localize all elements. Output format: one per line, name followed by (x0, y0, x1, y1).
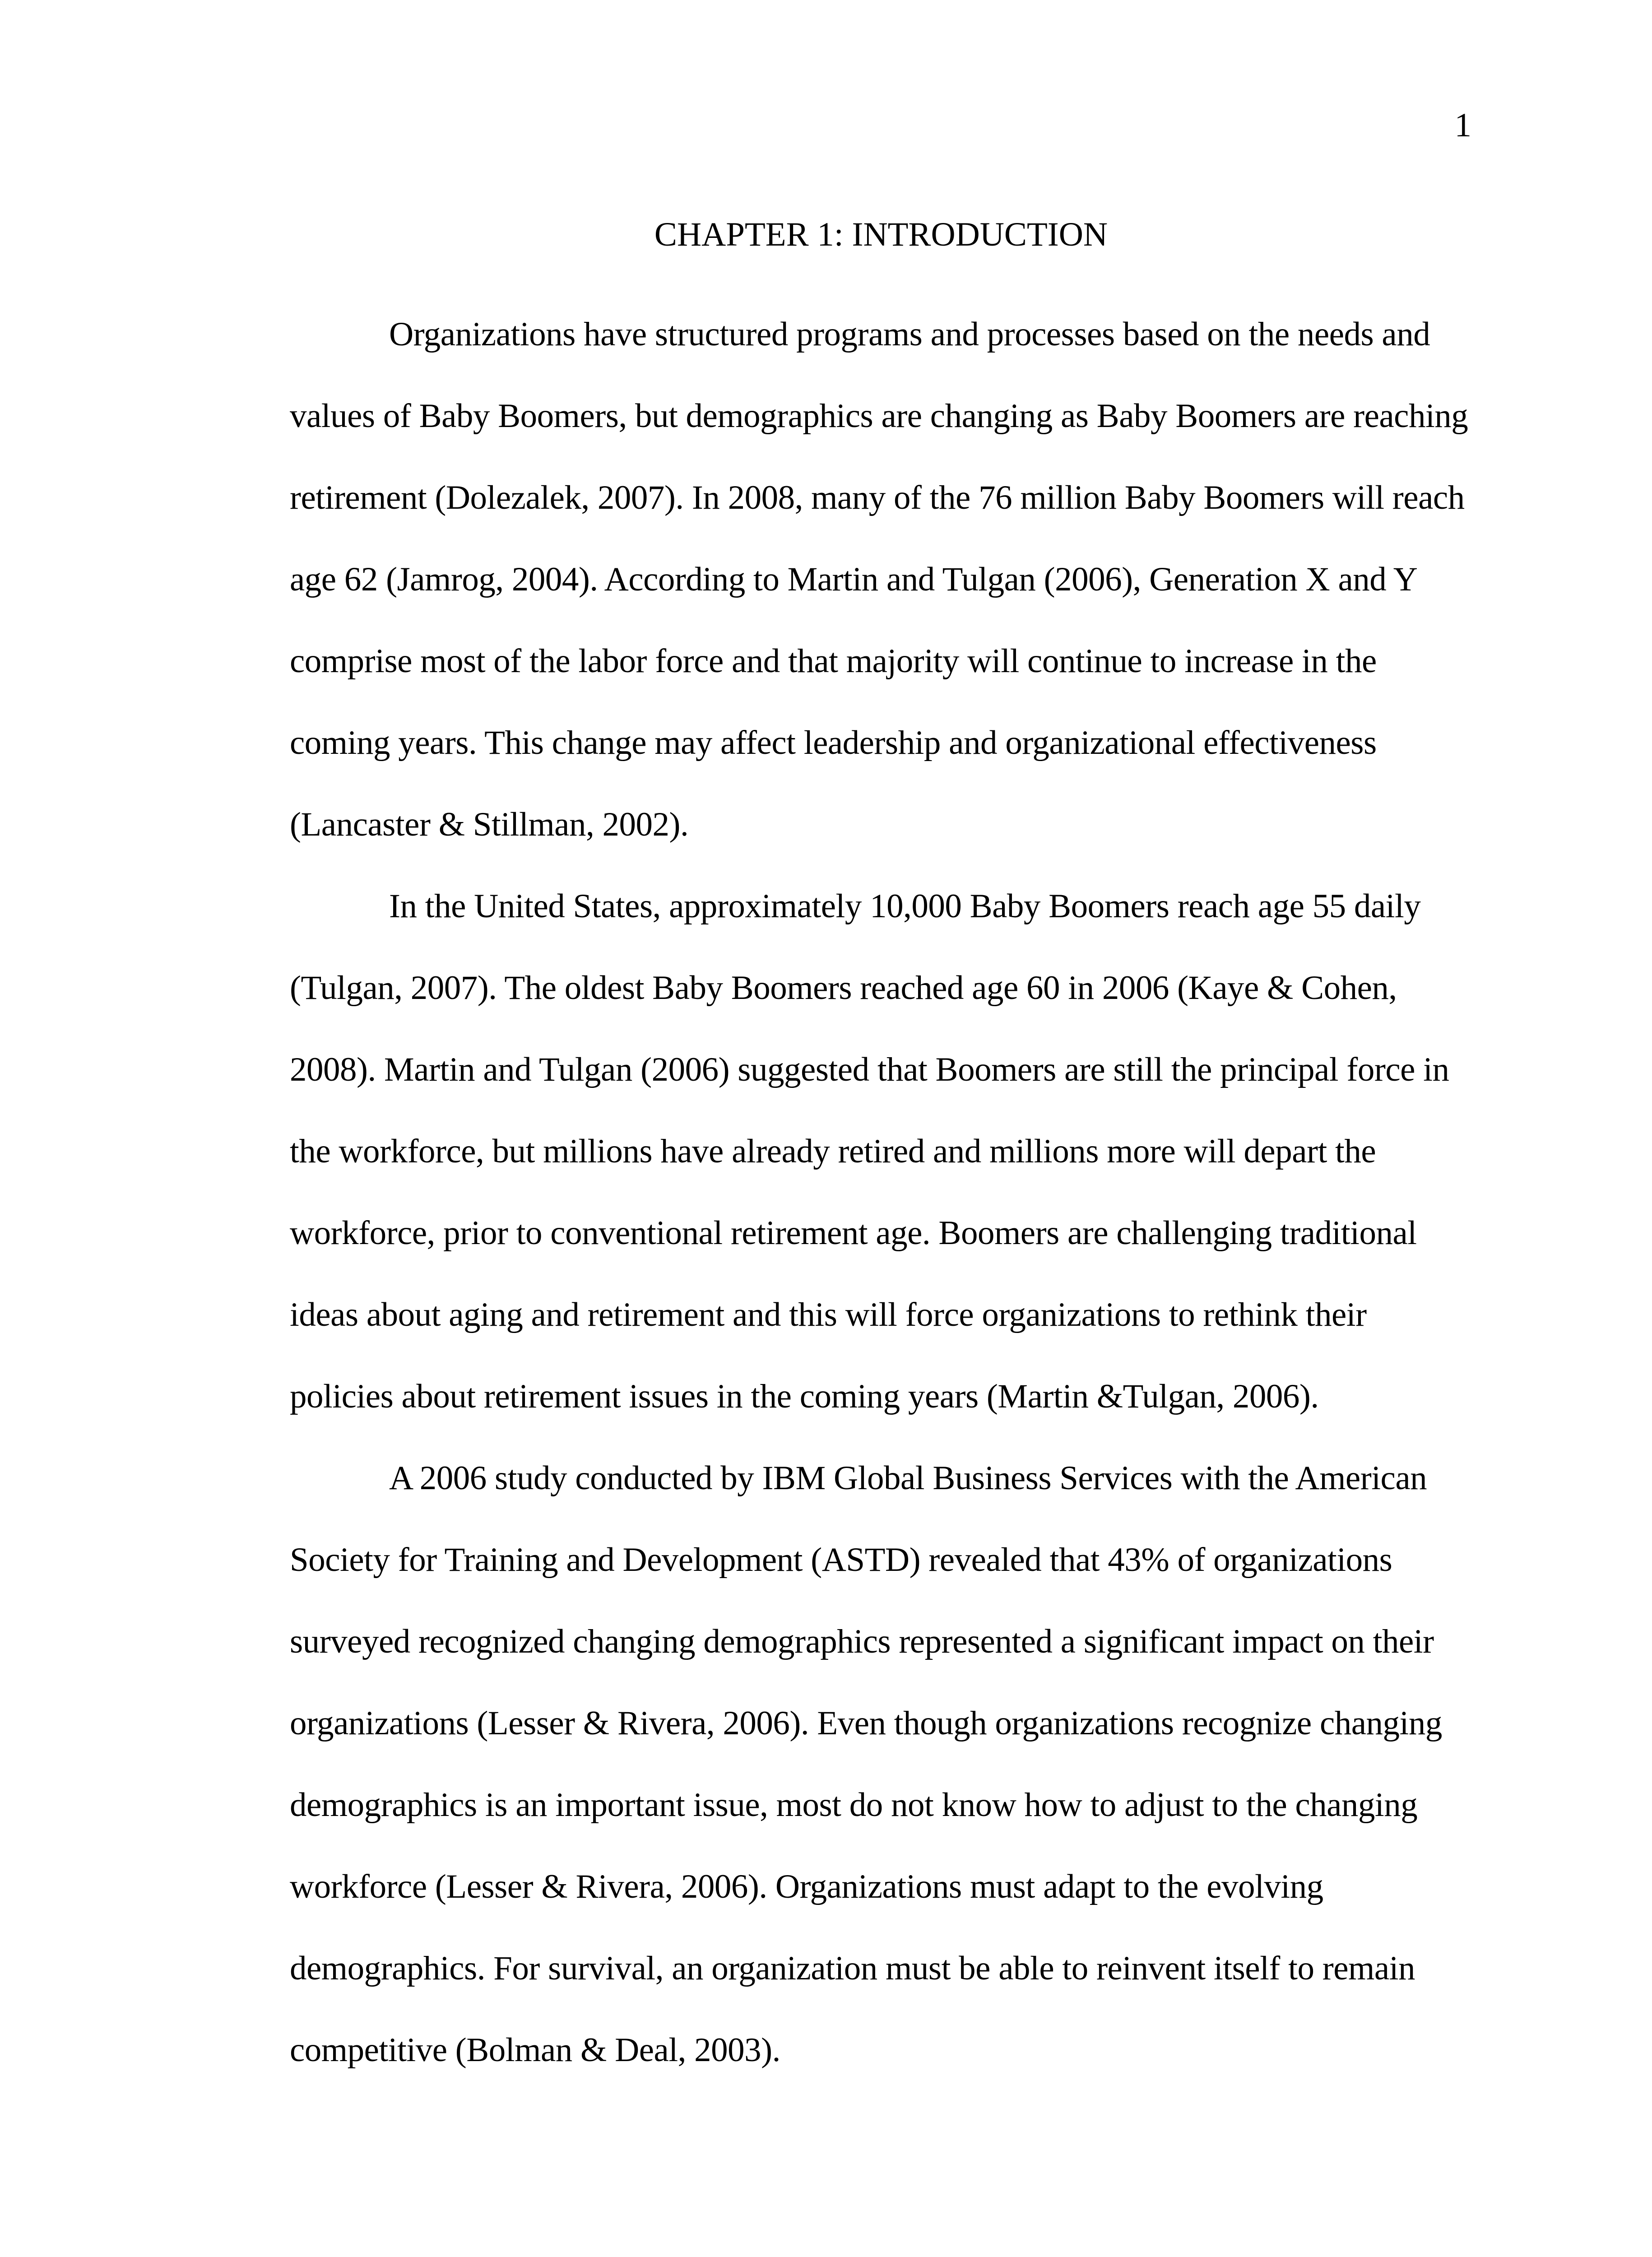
chapter-title: CHAPTER 1: INTRODUCTION (654, 216, 1108, 253)
page-number: 1 (1454, 107, 1471, 144)
paragraph-3: A 2006 study conducted by IBM Global Business Services with the American Society for Training and Development (ASTD) revealed that 43% of organizations surveyed recognized changing demographics represented a significant impact on their organizations (Lesser & Rivera, 2006). Even though organizations recognize changing demographics is an important issue, most do not know how to adjust to the changing workforce (Lesser & Rivera, 2006). Organizations must adapt to the evolving demographics. For survival, an organization must be able to reinvent itself to remain competitive (Bolman & Deal, 2003). (290, 1459, 1442, 2069)
paragraph-2: In the United States, approximately 10,000 Baby Boomers reach age 55 daily (Tulgan, 2007). The oldest Baby Boomers reached age 60 in 2006 (Kaye & Cohen, 2008). Martin and Tulgan (2006) suggested that Boomers are still the principal force in the workforce, but millions have already retired and millions more will depart the workforce, prior to conventional retirement age. Boomers are challenging traditional ideas about aging and retirement and this will force organizations to rethink their policies about retirement issues in the coming years (Martin &Tulgan, 2006). (290, 887, 1449, 1415)
document-body (290, 212, 1472, 2091)
paragraph-1: Organizations have structured programs and processes based on the needs and values of Baby Boomers, but demographics are changing as Baby Boomers are reaching retirement (Dolezalek, 2007). In 2008, many of the 76 million Baby Boomers will reach age 62 (Jamrog, 2004). According to Martin and Tulgan (2006), Generation X and Y comprise most of the labor force and that majority will continue to increase in the coming years. This change may affect leadership and organizational effectiveness (Lancaster & Stillman, 2002). (290, 316, 1468, 843)
